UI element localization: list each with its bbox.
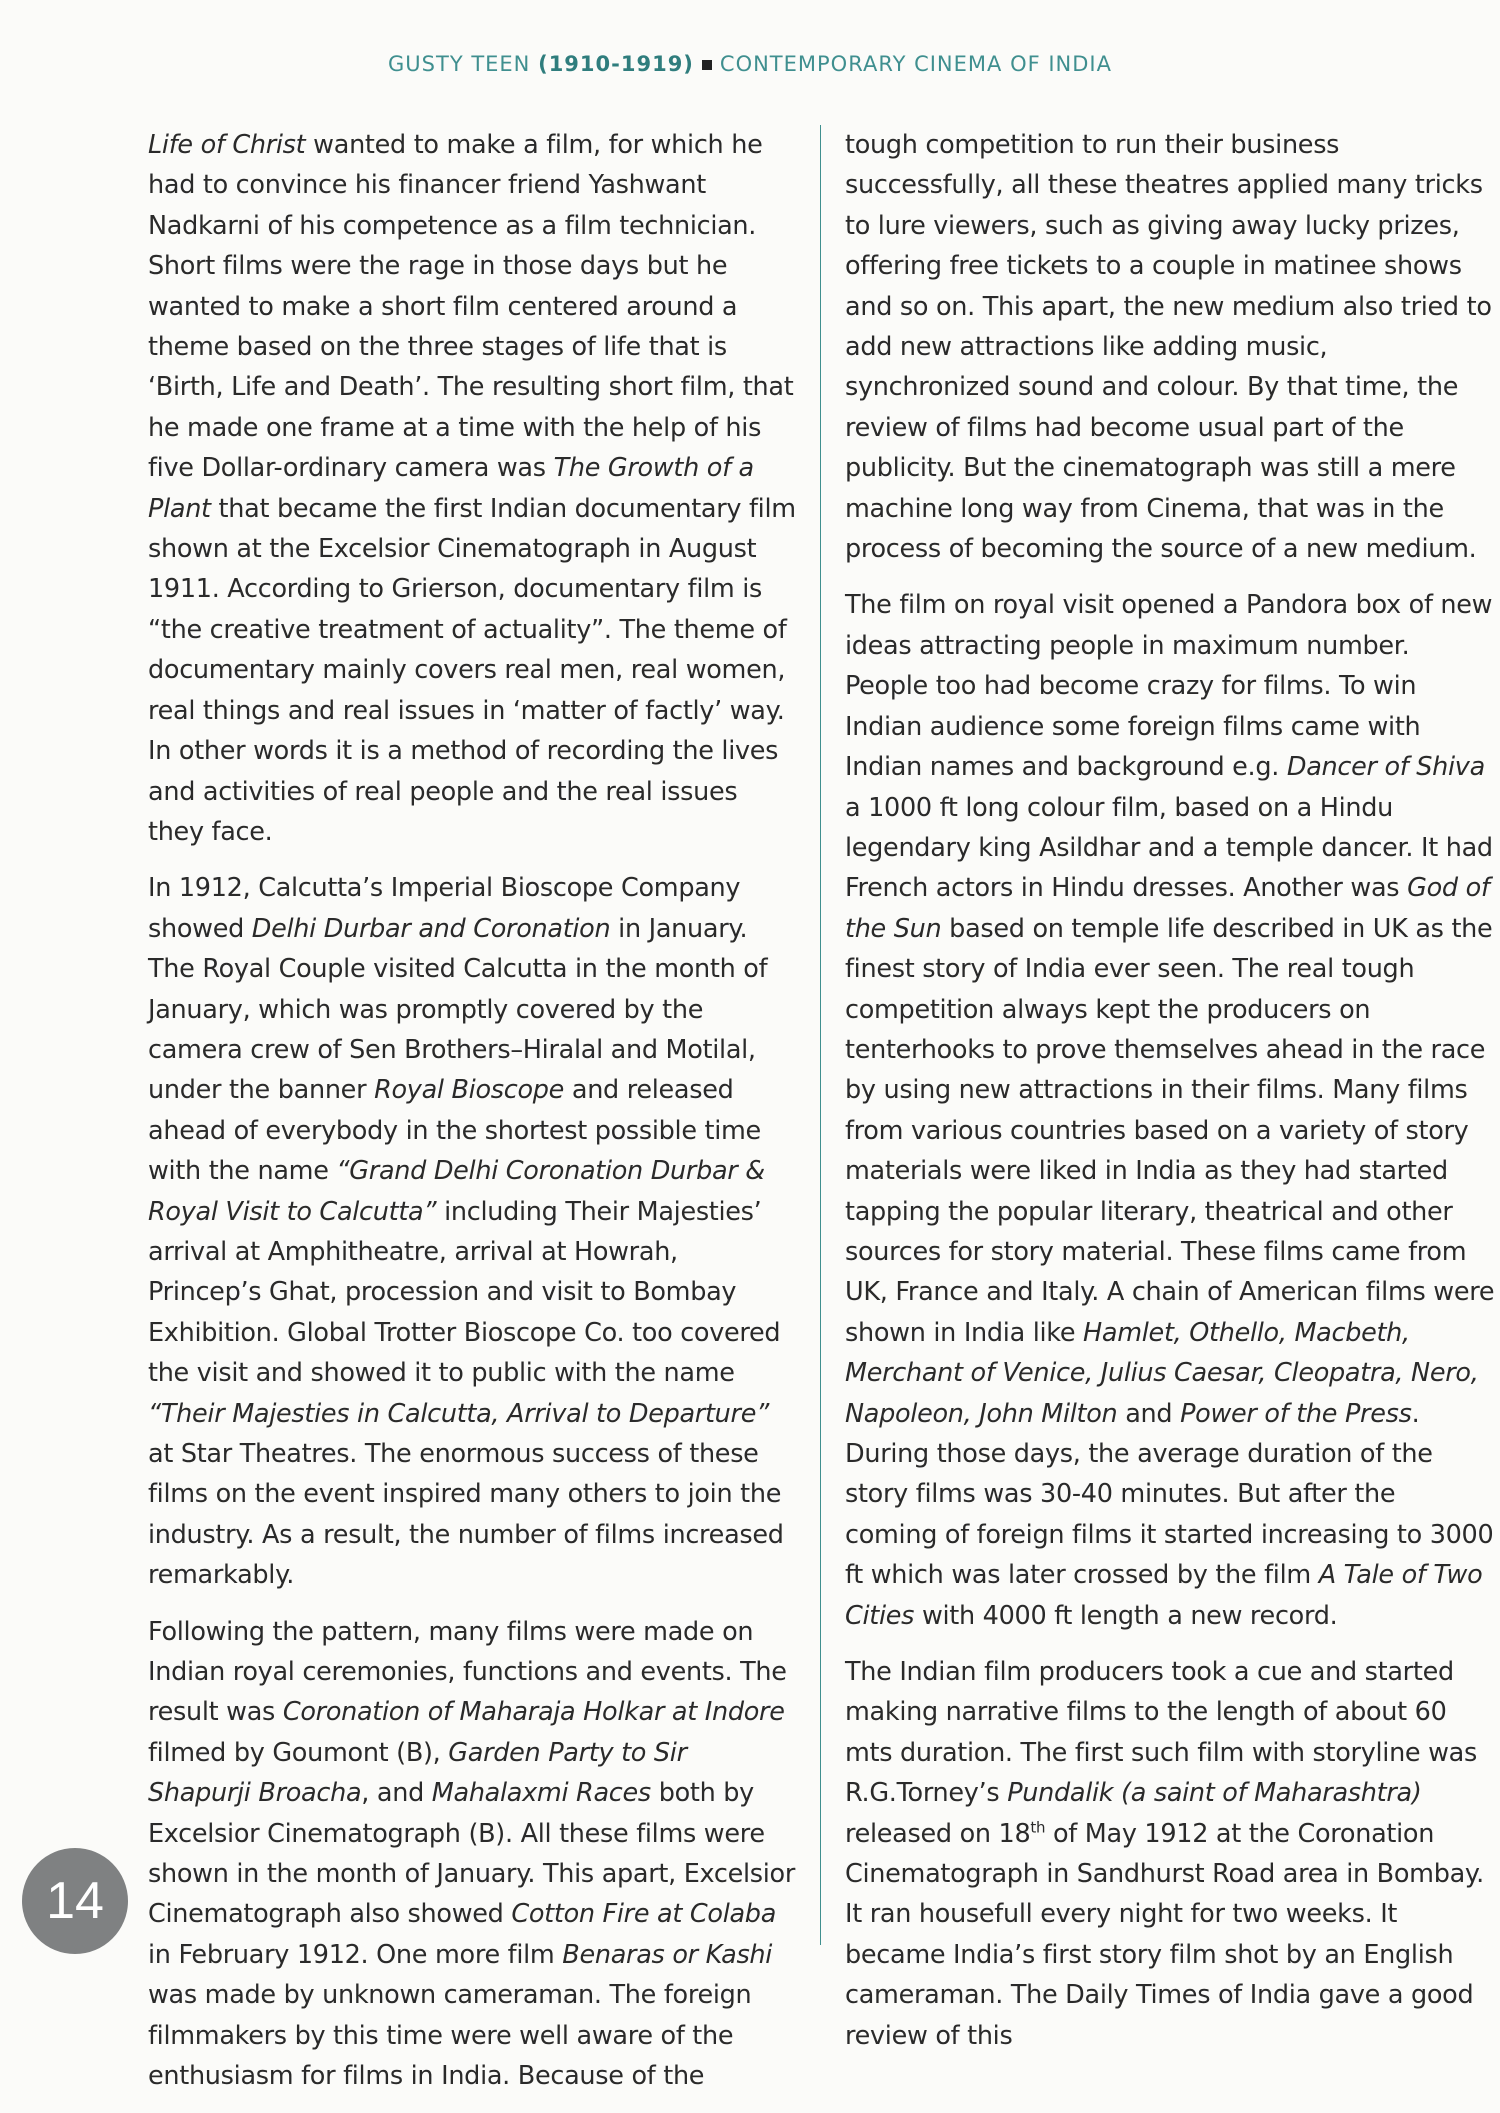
text-run: with 4000 ft length a new record. [914, 1600, 1338, 1631]
text-run: was made by unknown cameraman. The foreign filmmakers by this time were well aware of the enthusiasm for films in India. Because of the [148, 1980, 752, 2092]
paragraph [148, 1612, 796, 2097]
text-run: filmed by Goumont (B), [148, 1737, 449, 1768]
text-run: The film on royal visit opened a Pandora box of new ideas attracting people in maximum number. People too had become crazy for films. To win Indian audience some foreign films came with Indian names and background e.g. [845, 590, 1493, 783]
film-title-list: Hamlet, Othello, Macbeth, Merchant of Venice, Julius Caesar, Cleopatra, Nero, Napoleon, John Milton [845, 1317, 1479, 1429]
film-title: The Growth of a Plant [148, 453, 754, 524]
film-title: “Their Majesties in Calcutta, Arrival to Departure” [148, 1398, 770, 1429]
square-bullet-icon [702, 60, 712, 70]
right-column [845, 125, 1495, 2072]
film-title: Delhi Durbar and Coronation [251, 913, 611, 944]
film-title: Cotton Fire at Colaba [511, 1899, 777, 1930]
film-title: Dancer of Shiva [1286, 752, 1485, 783]
film-title: “Grand Delhi Coronation Durbar & Royal Visit to Calcutta” [148, 1156, 765, 1227]
film-title: Life of Christ [148, 130, 306, 160]
paragraph [845, 585, 1495, 1636]
book-title: CONTEMPORARY CINEMA OF INDIA [719, 52, 1112, 76]
left-column [148, 125, 796, 2113]
text-run: released on 18 [845, 1818, 1031, 1849]
film-title: God of the Sun [845, 873, 1490, 944]
page-number: 14 [46, 1872, 104, 1930]
film-title: Garden Party to Sir Shapurji Broacha [148, 1737, 687, 1809]
film-title: Coronation of Maharaja Holkar at Indore [282, 1697, 785, 1728]
ordinal-suffix: th [1030, 1818, 1046, 1837]
text-run: , and [361, 1778, 432, 1809]
text-run: that became the first Indian documentary film shown at the Excelsior Cinematograph in August 1911. According to Grierson, documentary film is “the creative treatment of actuality”. The theme of documentary mainly covers real men, real women, real things and real issues in ‘matter of factly’ way. In other words it is a method of recording the lives and activities of real people and the real issues they face. [148, 493, 796, 847]
paragraph [148, 125, 796, 852]
film-title: Benaras or Kashi [562, 1939, 773, 1970]
text-run: . During those days, the average duration of the story films was 30-40 minutes. But after the coming of foreign films it started increasing to 3000 ft which was later crossed by the film [845, 1398, 1494, 1591]
text-run: in February 1912. One more film [148, 1939, 563, 1970]
film-title: A Tale of Two Cities [845, 1560, 1483, 1631]
text-run: at Star Theatres. The enormous success of these films on the event inspired many others to join the industry. As a result, the number of films increased remarkably. [148, 1439, 784, 1591]
text-run: in January. The Royal Couple visited Calcutta in the month of January, which was promptly covered by the camera crew of Sen Brothers–Hiralal and Motilal, under the banner [148, 913, 768, 1106]
page-number-badge [22, 1848, 128, 1954]
running-header [0, 52, 1500, 76]
paragraph [148, 868, 796, 1595]
text-run: The Indian film producers took a cue and started making narrative films to the length of about 60 mts duration. The first such film with storyline was R.G.Torney’s [845, 1657, 1477, 1809]
paragraph [845, 125, 1495, 569]
text-run: tough competition to run their business successfully, all these theatres applied many tricks to lure viewers, such as giving away lucky prizes, offering free tickets to a couple in matinee shows and so on. This apart, the new medium also tried to add new attractions like adding music, synchronized sound and colour. By that time, the review of films had become usual part of the publicity. But the cinematograph was still a mere machine long way from Cinema, that was in the process of becoming the source of a new medium. [845, 130, 1492, 565]
text-run: a 1000 ft long colour film, based on a Hindu legendary king Asildhar and a temple dancer. It had French actors in Hindu dresses. Another was [845, 792, 1493, 904]
text-run: In 1912, Calcutta’s Imperial Bioscope Company showed [148, 873, 741, 944]
paragraph [845, 1652, 1495, 2056]
text-run: and released ahead of everybody in the shortest possible time with the name [148, 1075, 761, 1187]
text-run: and [1117, 1398, 1181, 1429]
chapter-title: GUSTY TEEN [388, 52, 531, 76]
text-run: including Their Majesties’ arrival at Amphitheatre, arrival at Howrah, Princep’s Ghat, procession and visit to Bombay Exhibition. Global Trotter Bioscope Co. too covered the visit and showed it to public with the name [148, 1196, 781, 1389]
chapter-years: (1910-1919) [538, 52, 694, 76]
film-title: Pundalik (a saint of Maharashtra) [1007, 1778, 1422, 1809]
text-run: wanted to make a film, for which he had to convince his financer friend Yashwant Nadkarni of his competence as a film technician. Short films were the rage in those days but he wanted to make a short film centered around a theme based on the three stages of life that is ‘Birth, Life and Death’. The resulting short film, that he made one frame at a time with the help of his five Dollar-ordinary camera was [148, 130, 794, 484]
column-divider [820, 125, 821, 1945]
film-title: Power of the Press [1180, 1398, 1412, 1429]
text-run: based on temple life described in UK as the finest story of India ever seen. The real tough competition always kept the producers on tenterhooks to prove themselves ahead in the race by using new attractions in their films. Many films from various countries based on a variety of story materials were liked in India as they had started tapping the popular literary, theatrical and other sources for story material. These films came from UK, France and Italy. A chain of American films were shown in India like [845, 913, 1495, 1348]
film-title: Royal Bioscope [374, 1075, 565, 1106]
text-run: both by Excelsior Cinematograph (B). All these films were shown in the month of January. This apart, Excelsior Cinematograph also showed [148, 1778, 796, 1930]
film-title: Mahalaxmi Races [431, 1778, 651, 1809]
text-run: of May 1912 at the Coronation Cinematograph in Sandhurst Road area in Bombay. It ran housefull every night for two weeks. It became India’s first story film shot by an English cameraman. The Daily Times of India gave a good review of this [845, 1818, 1484, 2051]
text-run: Following the pattern, many films were made on Indian royal ceremonies, functions and events. The result was [148, 1616, 787, 1728]
